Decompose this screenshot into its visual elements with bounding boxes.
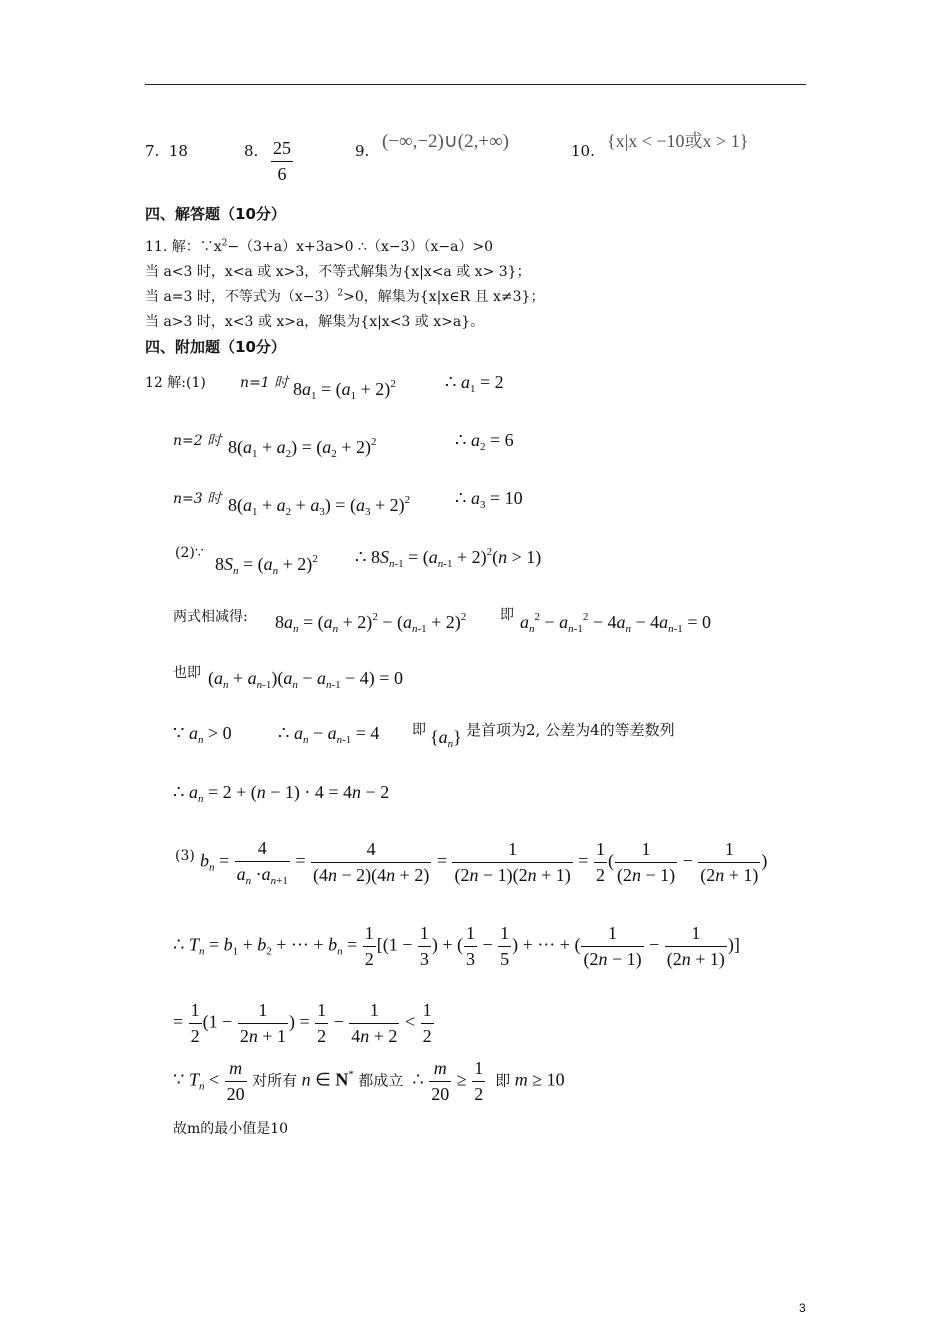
page-number: 3 [799, 1301, 806, 1315]
q12-tn-sum: ∴ $T_n = b_1 + b_2$ + ··· + $b_n$ = $\frac{1}{2}$ [(1 − $\frac{1}{3}$ ) + ( $\frac{1}{3}$ − $\frac{1}{5}$ ) + ··· + ( $\frac{1}{(2n - 1)}$ − $\frac{1}{(2n + 1)}$ )] [173, 923, 740, 969]
q12-n1-label: n=1 时 [240, 375, 289, 391]
q12-res-n1: ∴ $a_1 = 2$ [445, 372, 504, 395]
q12-an-formula: ∴ $a_n = 2 + (n - 1) \cdot 4 = 4n - 2$ [173, 782, 390, 805]
q11-line-1: 11. 解：$\because x^2-(3+a)x+3a>0$ ∴（x−3）（x−a）>0 [145, 238, 494, 255]
q12-bn-eq: $b_n$ = $\frac{4}{a_n \cdot a_{n+1}}$ = $\frac{4}{(4n - 2)(4n + 2)}$ = $\frac{1}{(2n - 1)(2n + 1)}$ = $\frac{1}{2}$ ( $\frac{1}{(2n - 1)}$ − $\frac{1}{(2n + 1)}$ ) [200, 838, 768, 887]
q12-diff-label: 两式相减得: [173, 609, 248, 625]
answer-8-fraction: $\frac{25}{6}$ [273, 138, 291, 184]
q11-line-3: 当 a=3 时，不等式为$(x-3)^2>0$，解集为{x|x∈R 且 x≠3}； [145, 288, 545, 305]
q12-res-n2: ∴ $a_2 = 6$ [455, 430, 514, 453]
section-title-answers: 四、解答题（10分） [145, 205, 286, 223]
q12-sn-eq: $8S_n = (a_n + 2)^2$ [215, 553, 318, 577]
q12-eq-n3: $8(a_1 + a_2 + a_3) = (a_3 + 2)^2$ [228, 494, 411, 518]
q12-tn-bound: = $\frac{1}{2}$ (1 − $\frac{1}{2n + 1}$ ) = $\frac{1}{2}$ − $\frac{1}{4n + 2}$ < $\frac{1}{2}$ [173, 1000, 432, 1046]
header-rule [145, 84, 806, 85]
q12-conclusion: 故m的最小值是10 [173, 1121, 289, 1137]
q12-tn-condition: ∵ $T_n$ < $\frac{m}{20}$ 对所有 n ∈ N* 都成立 ∴ $\frac{m}{20}$ ≥ $\frac{1}{2}$ 即 m ≥ 10 [173, 1058, 565, 1104]
q12-eq-n1: $8a_1 = (a_1 + 2)^2$ [293, 378, 396, 402]
q12-part2-label: (2)∵ [175, 545, 204, 561]
q12-factor-eq: $(a_n + a_{n-1})(a_n - a_{n-1} - 4) = 0$ [208, 668, 403, 691]
q12-ji-1: 即 [500, 607, 514, 623]
q12-res-n3: ∴ $a_3 = 10$ [455, 488, 523, 511]
q12-sn1-eq: ∴ $8S_{n-1} = (a_{n-1} + 2)^2(n > 1)$ [355, 546, 542, 570]
q12-seq-symbol: $\{a_n\}$ [430, 727, 462, 750]
q12-because-an: ∵ $a_n > 0$ [173, 723, 232, 746]
q12-part3-label: (3) [175, 848, 195, 864]
q12-n2-label: n=2 时 [173, 433, 222, 449]
q12-ji-2: 即 [412, 722, 426, 738]
q11-line-2: 当 a<3 时，x<a 或 x>3，不等式解集为{x|x<a 或 x> 3}； [145, 264, 531, 280]
q12-an-diff: ∴ $a_n - a_{n-1} = 4$ [278, 723, 380, 746]
answer-8-label: 8. [244, 142, 259, 160]
answer-9-value: (−∞,−2)∪(2,+∞) [382, 131, 509, 152]
answer-10-value: {x|x < −10或x > 1} [607, 131, 749, 151]
q12-yeji-label: 也即 [173, 665, 201, 681]
q12-diff-eq: $8a_n = (a_n + 2)^2 - (a_{n-1} + 2)^2$ [275, 611, 467, 635]
answer-7: 7. 18 [145, 142, 188, 160]
q12-eq-n2: $8(a_1 + a_2) = (a_2 + 2)^2$ [228, 436, 377, 460]
answer-10-label: 10. [571, 142, 595, 160]
q12-ji-eq: $a_n^2 - a_{n-1}^2 - 4a_n - 4a_{n-1} = 0$ [520, 611, 711, 635]
q11-line-4: 当 a>3 时，x<3 或 x>a，解集为{x|x<3 或 x>a}。 [145, 314, 485, 330]
q12-n3-label: n=3 时 [173, 491, 222, 507]
q12-intro: 12 解:(1) [145, 375, 206, 391]
section-title-extra: 四、附加题（10分） [145, 338, 286, 356]
answer-9-label: 9. [355, 142, 370, 160]
q12-seq-text: 是首项为2, 公差为4的等差数列 [466, 721, 675, 739]
